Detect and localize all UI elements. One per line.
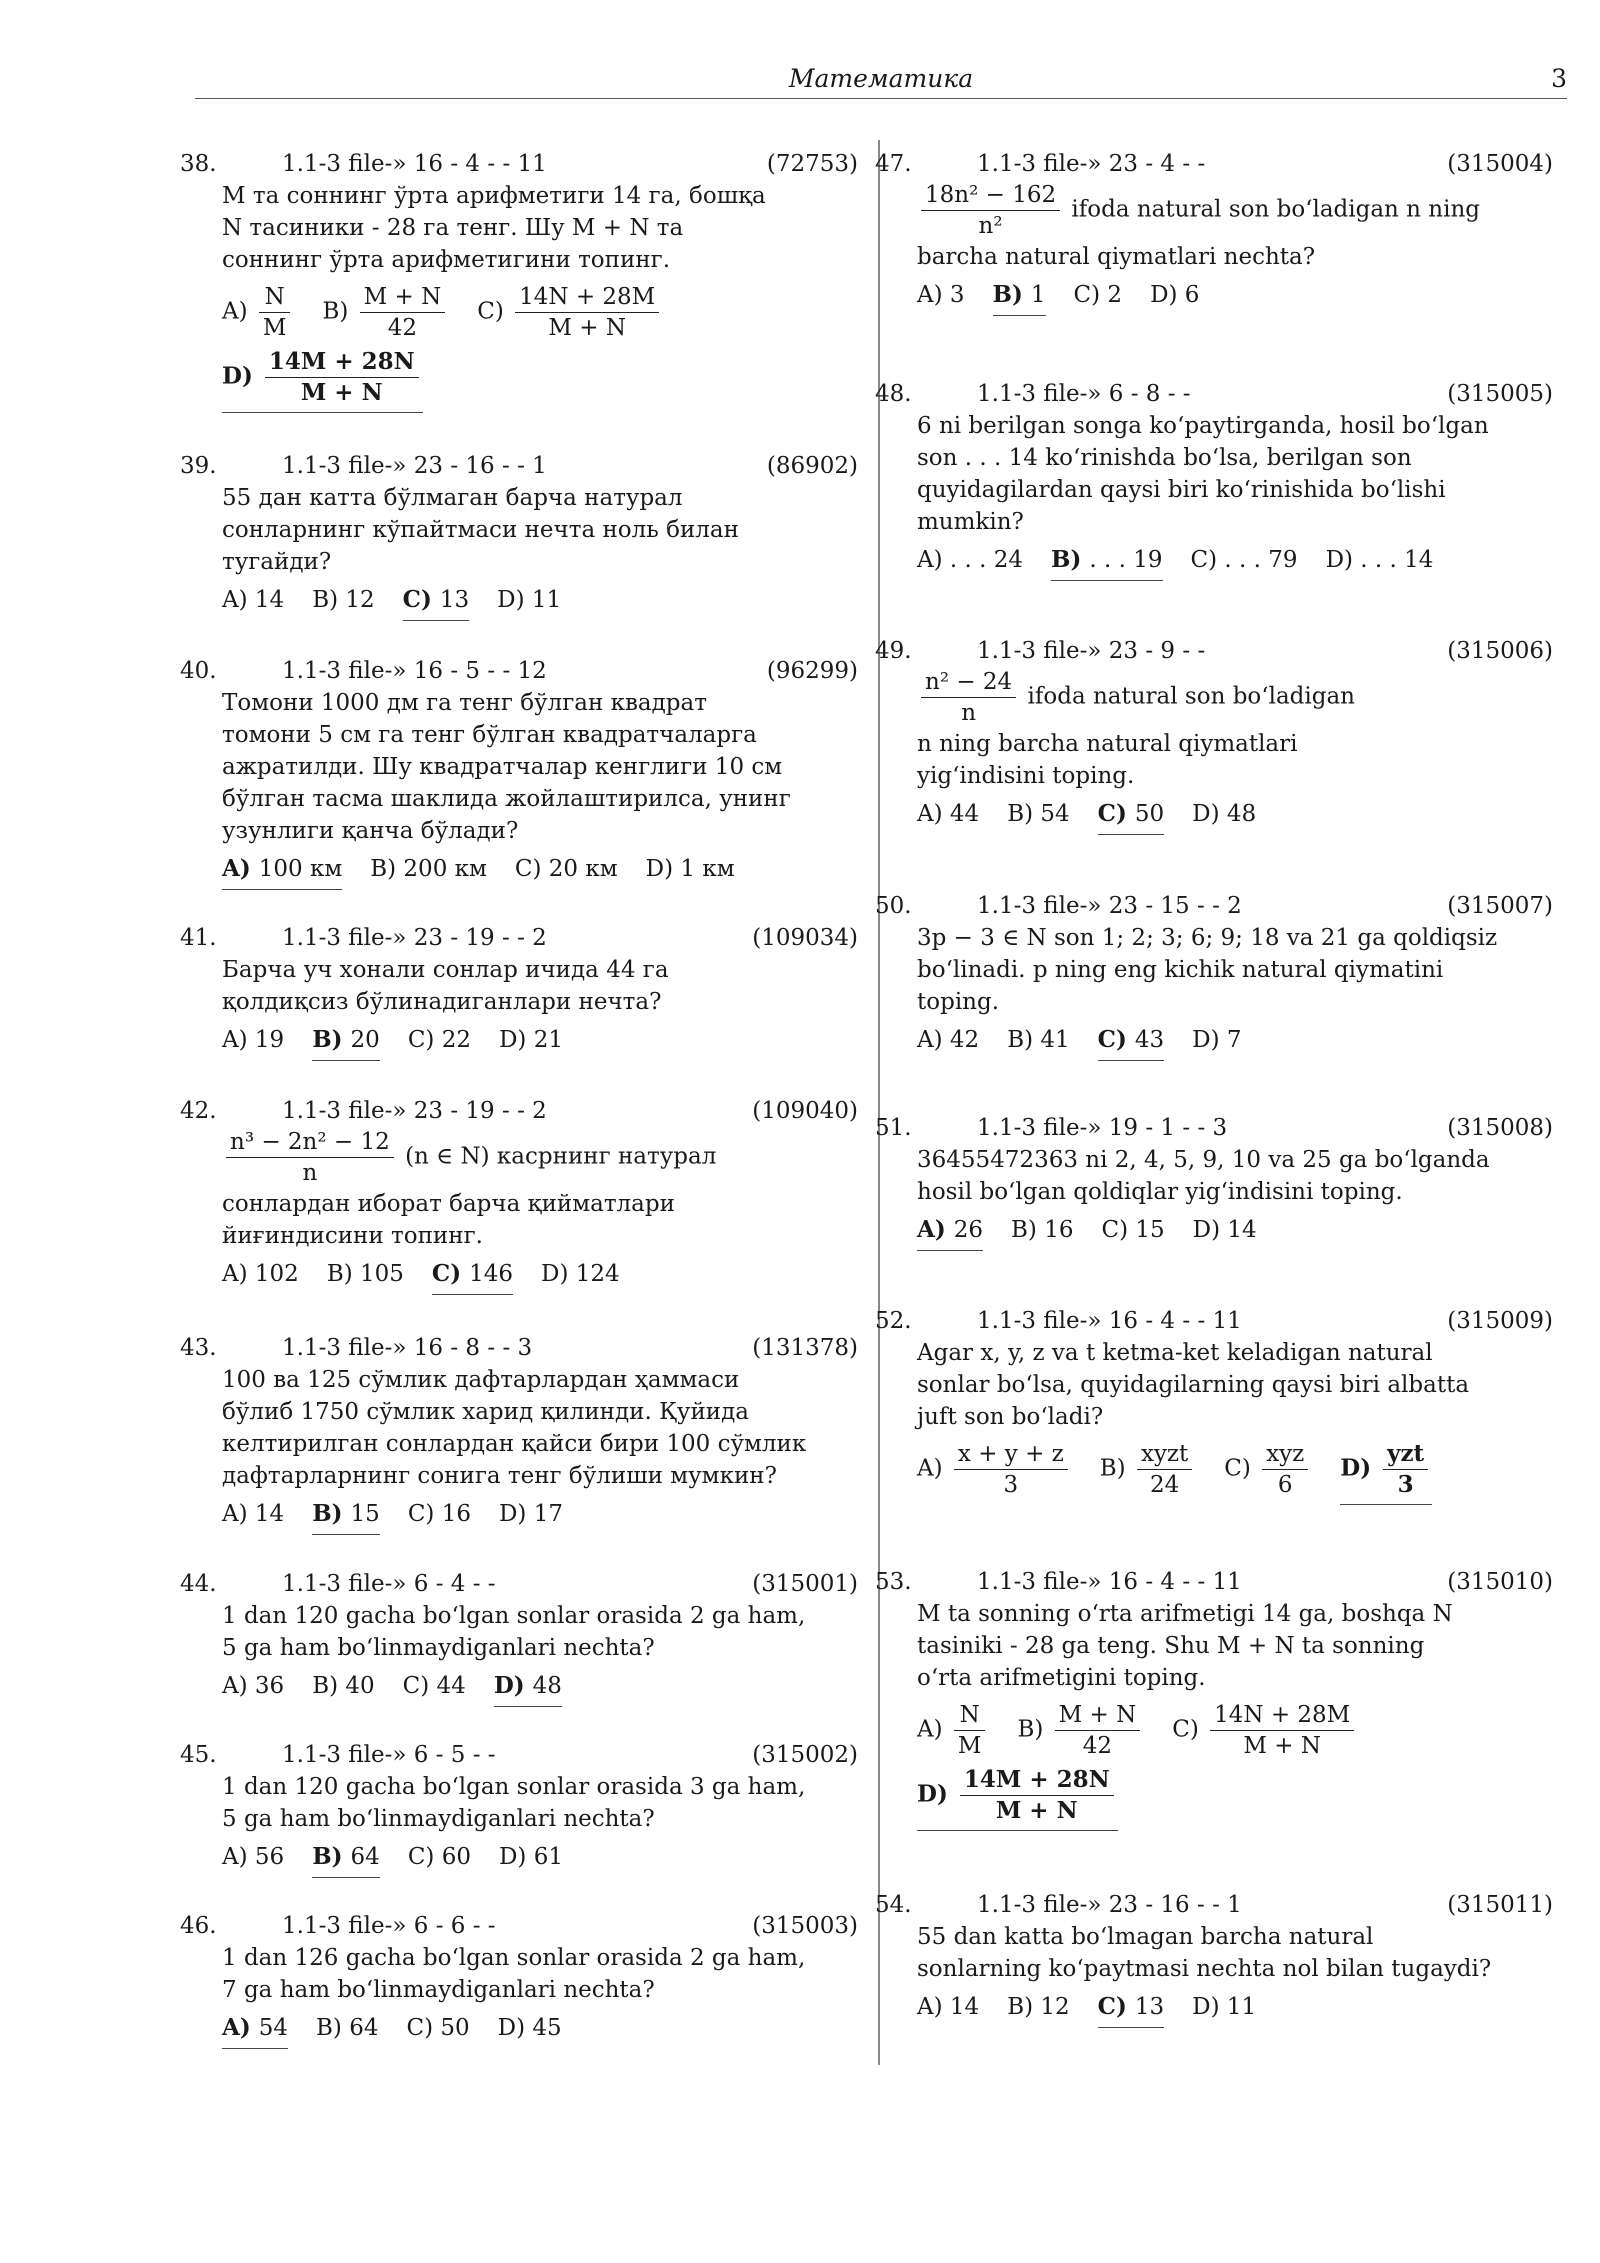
option-a[interactable]: A) 26 xyxy=(917,1214,983,1251)
option-c[interactable]: C) 13 xyxy=(1098,1991,1164,2028)
answer-options xyxy=(222,1258,858,1295)
option-a[interactable]: A) 14 xyxy=(222,587,285,613)
question-line: тугайди? xyxy=(222,549,332,575)
answer-options xyxy=(222,853,858,890)
question-source: 1.1-3 file-» 6 - 4 - - xyxy=(282,1571,496,1597)
option-c[interactable]: C) 20 км xyxy=(514,856,618,882)
answer-options xyxy=(917,1439,1553,1505)
question-header xyxy=(180,1332,858,1364)
question-id: (315011) xyxy=(1447,1892,1553,1918)
option-b[interactable]: B) 64 xyxy=(312,1841,380,1878)
question-header xyxy=(875,1566,1553,1598)
option-c[interactable]: C) 13 xyxy=(403,584,469,621)
option-b[interactable]: B) 105 xyxy=(326,1261,404,1287)
answer-options xyxy=(917,544,1553,581)
question-header xyxy=(875,635,1553,667)
question-text xyxy=(222,687,858,847)
question-line: 5 ga ham bo‘linmaydiganlari nechta? xyxy=(222,1635,655,1661)
question-id: (315001) xyxy=(752,1571,858,1597)
question-line: 3p − 3 ∈ N son 1; 2; 3; 6; 9; 18 va 21 ga qoldiqsiz xyxy=(917,925,1498,951)
question-line: дафтарларнинг сонига тенг бўлиши мумкин? xyxy=(222,1463,777,1489)
option-a[interactable]: A) $\frac{x + y + z}{3}$ xyxy=(917,1439,1072,1504)
page-title: Математика xyxy=(788,64,974,93)
question-text xyxy=(917,922,1553,1018)
answer-options xyxy=(222,1841,858,1878)
option-d[interactable]: D) 14 xyxy=(1192,1217,1257,1243)
option-a[interactable]: A) 42 xyxy=(917,1027,980,1053)
question-item xyxy=(875,148,1553,316)
option-c[interactable]: C) 22 xyxy=(407,1027,471,1053)
option-b[interactable]: B) 40 xyxy=(312,1673,375,1699)
question-header xyxy=(180,1910,858,1942)
answer-options xyxy=(917,798,1553,835)
option-d[interactable]: D) 45 xyxy=(497,2015,562,2041)
question-id: (315010) xyxy=(1447,1569,1553,1595)
question-number: 51. xyxy=(875,1115,912,1141)
question-header xyxy=(875,1112,1553,1144)
question-line: томони 5 см га тенг бўлган квадратчаларга xyxy=(222,722,757,748)
option-c[interactable]: C) 50 xyxy=(1098,798,1164,835)
option-c[interactable]: C) $\frac{14N + 28M}{M + N}$ xyxy=(1172,1700,1358,1765)
option-c[interactable]: C) . . . 79 xyxy=(1190,547,1298,573)
option-d[interactable]: D) 61 xyxy=(498,1844,563,1870)
option-b[interactable]: B) 54 xyxy=(1007,801,1070,827)
option-b[interactable]: B) 20 xyxy=(312,1024,380,1061)
option-a[interactable]: A) 3 xyxy=(917,282,965,308)
option-c[interactable]: C) 44 xyxy=(402,1673,466,1699)
question-line: juft son bo‘ladi? xyxy=(917,1404,1104,1430)
question-line: hosil bo‘lgan qoldiqlar yig‘indisini toping. xyxy=(917,1179,1403,1205)
question-source: 1.1-3 file-» 16 - 8 - - 3 xyxy=(282,1335,533,1361)
option-b[interactable]: B) 1 xyxy=(993,279,1046,316)
question-text xyxy=(222,1127,858,1252)
question-header xyxy=(180,1568,858,1600)
question-source: 1.1-3 file-» 6 - 5 - - xyxy=(282,1742,496,1768)
question-item xyxy=(180,655,858,890)
question-number: 48. xyxy=(875,381,912,407)
option-b[interactable]: B) $\frac{M + N}{42}$ xyxy=(1017,1700,1144,1765)
option-c[interactable]: C) $\frac{14N + 28M}{M + N}$ xyxy=(477,282,663,347)
question-line: bo‘linadi. p ning eng kichik natural qiymatini xyxy=(917,957,1444,983)
question-item xyxy=(180,1095,858,1295)
question-source: 1.1-3 file-» 23 - 16 - - 1 xyxy=(282,453,547,479)
question-line: $\frac{\text{n² − 24}}{n}$ ifoda natural son bo‘ladigan xyxy=(917,667,1553,728)
question-number: 38. xyxy=(180,151,217,177)
question-line: сонларнинг кўпайтмаси нечта ноль билан xyxy=(222,517,739,543)
option-d[interactable]: D) $\frac{\text{yzt}}{3}$ xyxy=(1340,1439,1432,1505)
option-c[interactable]: C) 15 xyxy=(1101,1217,1165,1243)
question-source: 1.1-3 file-» 16 - 4 - - 11 xyxy=(282,151,547,177)
question-text xyxy=(917,667,1553,792)
question-header xyxy=(180,655,858,687)
question-id: (315008) xyxy=(1447,1115,1553,1141)
question-text xyxy=(222,954,858,1018)
answer-options xyxy=(917,279,1553,316)
question-line: 6 ni berilgan songa ko‘paytirganda, hosil bo‘lgan xyxy=(917,413,1489,439)
option-b[interactable]: B) . . . 19 xyxy=(1051,544,1162,581)
question-line: бўлган тасма шаклида жойлаштирилса, унинг xyxy=(222,786,791,812)
question-line: соннинг ўрта арифметигини топинг. xyxy=(222,247,671,273)
question-number: 43. xyxy=(180,1335,217,1361)
question-text xyxy=(917,1144,1553,1208)
question-item xyxy=(875,1112,1553,1251)
question-item xyxy=(180,1332,858,1535)
question-item xyxy=(180,1568,858,1707)
question-source: 1.1-3 file-» 23 - 9 - - xyxy=(977,638,1206,664)
option-a[interactable]: A) $\frac{N}{M}$ xyxy=(222,282,294,347)
option-a[interactable]: A) 56 xyxy=(222,1844,285,1870)
answer-options xyxy=(917,1214,1553,1251)
question-line: M ta sonning o‘rta arifmetigi 14 ga, boshqa N xyxy=(917,1601,1453,1627)
question-item xyxy=(875,1566,1553,1831)
question-line: sonlar bo‘lsa, quyidagilarning qaysi biri albatta xyxy=(917,1372,1470,1398)
answer-options xyxy=(222,1670,858,1707)
question-text xyxy=(917,180,1553,273)
question-text xyxy=(222,1364,858,1492)
question-id: (131378) xyxy=(752,1335,858,1361)
question-number: 44. xyxy=(180,1571,217,1597)
answer-options xyxy=(222,282,858,413)
option-c[interactable]: C) 43 xyxy=(1098,1024,1164,1061)
option-c[interactable]: C) 2 xyxy=(1073,282,1123,308)
question-line: 1 dan 126 gacha bo‘lgan sonlar orasida 2 ga ham, xyxy=(222,1945,806,1971)
option-b[interactable]: B) $\frac{M + N}{42}$ xyxy=(322,282,449,347)
question-line: n ning barcha natural qiymatlari xyxy=(917,731,1298,757)
question-header xyxy=(875,148,1553,180)
option-a[interactable]: A) . . . 24 xyxy=(917,547,1024,573)
answer-options xyxy=(222,1498,858,1535)
question-line: $\frac{\text{18n² − 162}}{\text{n²}}$ ifoda natural son bo‘ladigan n ning xyxy=(917,180,1553,241)
option-d[interactable]: D) . . . 14 xyxy=(1325,547,1434,573)
question-number: 53. xyxy=(875,1569,912,1595)
question-number: 45. xyxy=(180,1742,217,1768)
question-line: 7 ga ham bo‘linmaydiganlari nechta? xyxy=(222,1977,655,2003)
question-id: (315009) xyxy=(1447,1308,1553,1334)
option-d[interactable]: D) 48 xyxy=(1192,801,1257,827)
question-item xyxy=(180,450,858,621)
question-item xyxy=(180,922,858,1061)
option-b[interactable]: B) 64 xyxy=(316,2015,379,2041)
question-source: 1.1-3 file-» 16 - 4 - - 11 xyxy=(977,1569,1242,1595)
question-id: (109034) xyxy=(752,925,858,951)
question-item xyxy=(875,1305,1553,1505)
option-c[interactable]: C) 60 xyxy=(407,1844,471,1870)
option-a[interactable]: A) 100 км xyxy=(222,853,342,890)
question-number: 42. xyxy=(180,1098,217,1124)
question-text xyxy=(222,1771,858,1835)
question-line: mumkin? xyxy=(917,509,1024,535)
question-line: 5 ga ham bo‘linmaydiganlari nechta? xyxy=(222,1806,655,1832)
question-line: M та соннинг ўрта арифметиги 14 га, бошқа xyxy=(222,183,766,209)
option-d[interactable]: D) $\frac{14M + 28N}{M + N}$ xyxy=(917,1765,1118,1831)
question-text xyxy=(917,1598,1553,1694)
option-a[interactable]: A) 14 xyxy=(917,1994,980,2020)
answer-options xyxy=(917,1024,1553,1061)
question-id: (72753) xyxy=(766,151,858,177)
question-text xyxy=(222,1942,858,2006)
option-d[interactable]: D) 124 xyxy=(541,1261,620,1287)
question-number: 54. xyxy=(875,1892,912,1918)
question-header xyxy=(180,1739,858,1771)
question-text xyxy=(917,1337,1553,1433)
question-line: son . . . 14 ko‘rinishda bo‘lsa, berilgan son xyxy=(917,445,1412,471)
question-header xyxy=(180,450,858,482)
option-c[interactable]: C) 146 xyxy=(432,1258,513,1295)
question-source: 1.1-3 file-» 19 - 1 - - 3 xyxy=(977,1115,1228,1141)
option-c[interactable]: C) $\frac{\text{xyz}}{6}$ xyxy=(1224,1439,1312,1504)
answer-options xyxy=(222,1024,858,1061)
option-c[interactable]: C) 16 xyxy=(407,1501,471,1527)
question-line: N тасиники - 28 га тенг. Шу M + N та xyxy=(222,215,684,241)
question-line: o‘rta arifmetigini toping. xyxy=(917,1665,1206,1691)
option-b[interactable]: B) $\frac{\text{xyzt}}{24}$ xyxy=(1100,1439,1197,1504)
option-a[interactable]: A) $\frac{N}{M}$ xyxy=(917,1700,989,1765)
question-text xyxy=(917,1921,1553,1985)
option-d[interactable]: D) $\frac{14M + 28N}{M + N}$ xyxy=(222,347,423,413)
question-number: 52. xyxy=(875,1308,912,1334)
question-number: 50. xyxy=(875,893,912,919)
question-line: ажратилди. Шу квадратчалар кенглиги 10 см xyxy=(222,754,783,780)
option-d[interactable]: D) 6 xyxy=(1150,282,1200,308)
question-text xyxy=(222,1600,858,1664)
question-line: бўлиб 1750 сўмлик харид қилинди. Қуйида xyxy=(222,1399,749,1425)
question-id: (86902) xyxy=(766,453,858,479)
question-source: 1.1-3 file-» 16 - 5 - - 12 xyxy=(282,658,547,684)
question-source: 1.1-3 file-» 23 - 19 - - 2 xyxy=(282,925,547,951)
question-line: Томони 1000 дм га тенг бўлган квадрат xyxy=(222,690,707,716)
question-line: 55 dan katta bo‘lmagan barcha natural xyxy=(917,1924,1374,1950)
question-source: 1.1-3 file-» 23 - 15 - - 2 xyxy=(977,893,1242,919)
question-item xyxy=(180,1739,858,1878)
option-a[interactable]: A) 44 xyxy=(917,801,980,827)
question-text xyxy=(222,180,858,276)
question-header xyxy=(875,378,1553,410)
question-item xyxy=(875,635,1553,835)
question-line: узунлиги қанча бўлади? xyxy=(222,818,519,844)
question-id: (315007) xyxy=(1447,893,1553,919)
question-source: 1.1-3 file-» 6 - 6 - - xyxy=(282,1913,496,1939)
question-line: 1 dan 120 gacha bo‘lgan sonlar orasida 2 ga ham, xyxy=(222,1603,806,1629)
question-id: (315003) xyxy=(752,1913,858,1939)
question-item xyxy=(875,378,1553,581)
question-item xyxy=(875,1889,1553,2028)
question-item xyxy=(875,890,1553,1061)
answer-options xyxy=(222,584,858,621)
question-header xyxy=(875,890,1553,922)
option-d[interactable]: D) 48 xyxy=(494,1670,562,1707)
question-line: $\frac{\text{n³ − 2n² − 12}}{n}$ (n ∈ N) касрнинг натурал xyxy=(222,1127,858,1188)
option-c[interactable]: C) 50 xyxy=(406,2015,470,2041)
question-line: toping. xyxy=(917,989,1000,1015)
question-source: 1.1-3 file-» 23 - 16 - - 1 xyxy=(977,1892,1242,1918)
question-id: (315004) xyxy=(1447,151,1553,177)
answer-options xyxy=(222,2012,858,2049)
page-header xyxy=(195,62,1567,99)
question-line: сонлардан иборат барча қийматлари xyxy=(222,1191,675,1217)
option-a[interactable]: A) 19 xyxy=(222,1027,285,1053)
option-d[interactable]: D) 7 xyxy=(1192,1027,1242,1053)
question-source: 1.1-3 file-» 16 - 4 - - 11 xyxy=(977,1308,1242,1334)
option-d[interactable]: D) 17 xyxy=(498,1501,563,1527)
question-text xyxy=(917,410,1553,538)
question-number: 47. xyxy=(875,151,912,177)
question-number: 46. xyxy=(180,1913,217,1939)
question-line: sonlarning ko‘paytmasi nechta nol bilan tugaydi? xyxy=(917,1956,1492,1982)
question-line: 100 ва 125 сўмлик дафтарлардан ҳаммаси xyxy=(222,1367,740,1393)
question-line: yig‘indisini toping. xyxy=(917,763,1135,789)
question-line: tasiniki - 28 ga teng. Shu M + N ta sonning xyxy=(917,1633,1425,1659)
option-a[interactable]: A) 102 xyxy=(222,1261,299,1287)
question-item xyxy=(180,1910,858,2049)
option-d[interactable]: D) 21 xyxy=(498,1027,563,1053)
question-line: келтирилган сонлардан қайси бири 100 сўмлик xyxy=(222,1431,807,1457)
question-source: 1.1-3 file-» 23 - 4 - - xyxy=(977,151,1206,177)
question-number: 41. xyxy=(180,925,217,951)
question-line: quyidagilardan qaysi biri ko‘rinishida bo‘lishi xyxy=(917,477,1446,503)
question-id: (109040) xyxy=(752,1098,858,1124)
option-d[interactable]: D) 11 xyxy=(1192,1994,1257,2020)
question-id: (96299) xyxy=(766,658,858,684)
option-a[interactable]: A) 54 xyxy=(222,2012,288,2049)
option-b[interactable]: B) 15 xyxy=(312,1498,380,1535)
question-id: (315005) xyxy=(1447,381,1553,407)
question-line: қолдиқсиз бўлинадиганлари нечта? xyxy=(222,989,662,1015)
option-d[interactable]: D) 1 км xyxy=(645,856,735,882)
question-number: 39. xyxy=(180,453,217,479)
question-header xyxy=(875,1305,1553,1337)
question-text xyxy=(222,482,858,578)
question-line: Agar x, y, z va t ketma-ket keladigan natural xyxy=(917,1340,1433,1366)
question-line: barcha natural qiymatlari nechta? xyxy=(917,244,1316,270)
question-header xyxy=(180,148,858,180)
question-line: 55 дан катта бўлмаган барча натурал xyxy=(222,485,683,511)
question-id: (315006) xyxy=(1447,638,1553,664)
question-source: 1.1-3 file-» 6 - 8 - - xyxy=(977,381,1191,407)
question-id: (315002) xyxy=(752,1742,858,1768)
question-number: 49. xyxy=(875,638,912,664)
page-number: 3 xyxy=(1551,64,1567,93)
option-d[interactable]: D) 11 xyxy=(497,587,562,613)
question-line: 36455472363 ni 2, 4, 5, 9, 10 va 25 ga bo‘lganda xyxy=(917,1147,1490,1173)
option-a[interactable]: A) 36 xyxy=(222,1673,285,1699)
answer-options xyxy=(917,1991,1553,2028)
option-b[interactable]: B) 41 xyxy=(1007,1027,1070,1053)
question-header xyxy=(180,922,858,954)
answer-options xyxy=(917,1700,1553,1831)
question-number: 40. xyxy=(180,658,217,684)
option-a[interactable]: A) 14 xyxy=(222,1501,285,1527)
question-line: 1 dan 120 gacha bo‘lgan sonlar orasida 3 ga ham, xyxy=(222,1774,806,1800)
option-b[interactable]: B) 200 км xyxy=(370,856,487,882)
question-header xyxy=(875,1889,1553,1921)
question-line: йиғиндисини топинг. xyxy=(222,1223,483,1249)
question-source: 1.1-3 file-» 23 - 19 - - 2 xyxy=(282,1098,547,1124)
option-b[interactable]: B) 16 xyxy=(1011,1217,1074,1243)
question-header xyxy=(180,1095,858,1127)
option-b[interactable]: B) 12 xyxy=(1007,1994,1070,2020)
question-line: Барча уч хонали сонлар ичида 44 га xyxy=(222,957,669,983)
question-item xyxy=(180,148,858,413)
option-b[interactable]: B) 12 xyxy=(312,587,375,613)
